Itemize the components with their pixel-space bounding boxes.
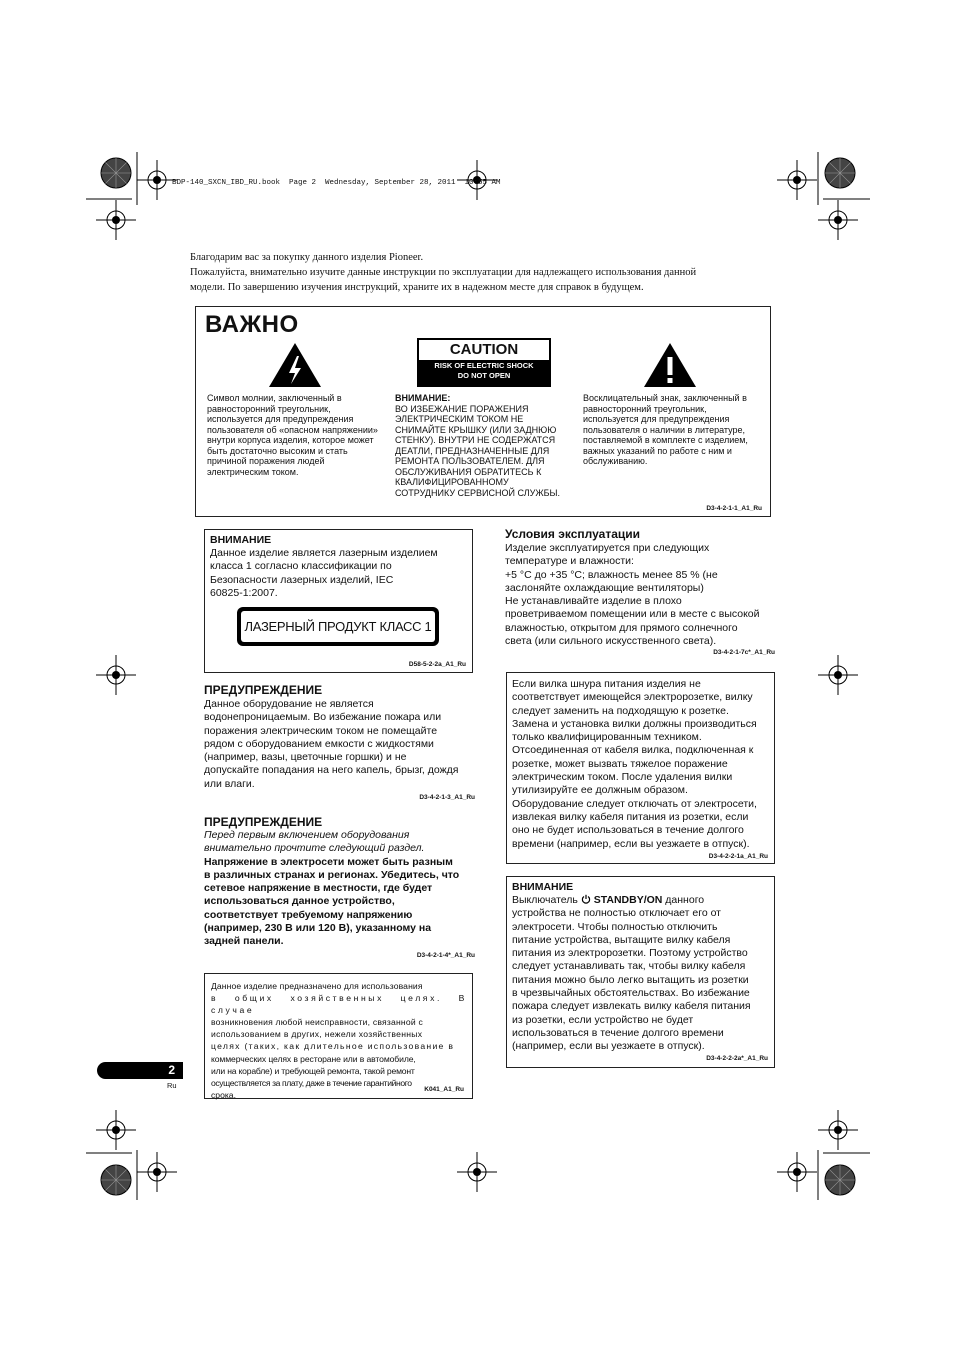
- household-line: использованием в других, нежели хозяйственных: [211, 1029, 423, 1040]
- middle-line: ОБСЛУЖИВАНИЯ ОБРАТИТЕСЬ К: [395, 466, 542, 477]
- warning2-bold-line: соответствует требуемому напряжению: [204, 908, 413, 921]
- warning2-bold-line: использоваться данное устройство,: [204, 895, 395, 908]
- middle-title: ВНИМАНИЕ:: [395, 393, 451, 403]
- household-line: срока.: [211, 1089, 236, 1100]
- warning2-bold-line: Напряжение в электросети может быть разным: [204, 855, 453, 868]
- laser-label: [237, 607, 439, 646]
- right-line: обслуживанию.: [583, 456, 648, 466]
- standby-line: в чрезвычайных обстоятельствах. Во избежание: [512, 987, 750, 1000]
- laser-box: [204, 529, 473, 673]
- plug-code: D3-4-2-2-1a_A1_Ru: [708, 853, 768, 860]
- warning2-bold-line: (например, 230 В или 120 В), указанному на: [204, 922, 432, 935]
- warning2-code: D3-4-2-1-4*_A1_Ru: [416, 952, 475, 959]
- conditions-line: проветриваемом помещении или в месте с высокой: [505, 608, 760, 621]
- standby-line: питания из электророзетки. Поэтому устройство: [512, 947, 748, 960]
- left-line: Символ молнии, заключенный в: [207, 393, 342, 403]
- left-line: равносторонний треугольник,: [207, 403, 331, 414]
- standby-line: питание устройства, вытащите вилку кабеля: [512, 933, 731, 946]
- file-header: BDP-140_SXCN_IBD_RU.book Page 2 Wednesday, September 28, 2011 10:55 AM: [172, 179, 501, 187]
- household-line: осуществляется за плату, даже в течение гарантийного: [211, 1077, 412, 1088]
- standby-line: пожара следует извлекать вилку кабеля питания: [512, 1000, 751, 1013]
- right-line: Восклицательный знак, заключенный в: [583, 393, 747, 403]
- household-code: K041_A1_Ru: [424, 1086, 464, 1093]
- conditions-line: света (или сильного искусственного света).: [505, 635, 717, 648]
- standby-line: электросети. Чтобы полностью отключить: [512, 920, 718, 933]
- standby-line: использоваться в течение долгого времени: [512, 1026, 724, 1039]
- household-line: коммерческих целях в ресторане или в автомобиле,: [211, 1053, 416, 1064]
- plug-line: времени (например, если вы уезжаете в отпуск).: [512, 837, 750, 850]
- household-line: в общих хозяйственных целях. В случае: [211, 993, 467, 1016]
- middle-line: СНИМАЙТЕ КРЫШКУ (ИЛИ ЗАДНЮЮ: [395, 424, 557, 435]
- plug-line: соответствует имеющейся электророзетке, вилку: [512, 691, 753, 704]
- important-box: [195, 306, 771, 517]
- intro-line-3: модели. По завершению изучения инструкций, храните их в надежном месте для справок в будущем.: [190, 282, 644, 293]
- plug-line: Отсоединенная от кабеля вилка, подключенная к: [512, 744, 754, 757]
- page-number-tab: [97, 1062, 183, 1079]
- plug-text: [512, 678, 774, 851]
- left-line: быть достаточно высоким и стать: [207, 445, 348, 456]
- standby-text: [512, 894, 774, 1054]
- conditions-text: [505, 542, 777, 648]
- warning1-text: [204, 698, 476, 791]
- left-line: используется для предупреждения: [207, 414, 354, 424]
- important-code: D3-4-2-1-1_A1_Ru: [706, 505, 762, 512]
- intro-line-1: Благодарим вас за покупку данного изделия Pioneer.: [190, 252, 424, 263]
- standby-line: питания можно было легко вытащить из розетки: [512, 973, 749, 986]
- intro-line-2: Пожалуйста, внимательно изучите данные инструкции по эксплуатации для надлежащего использования данной: [190, 267, 697, 278]
- warning2-italic-line: Перед первым включением оборудования: [204, 829, 410, 841]
- standby-line: следует устанавливать так, чтобы вилку кабеля: [512, 960, 746, 973]
- middle-line: ЭЛЕКТРИЧЕСКИМ ТОКОМ НЕ: [395, 414, 524, 424]
- standby-box: [506, 876, 775, 1068]
- standby-first-post: данного: [662, 894, 705, 906]
- plug-line: только квалифицированным техником.: [512, 731, 702, 744]
- left-line: электрическим током.: [207, 466, 299, 477]
- plug-line: оно не будет использоваться в течение долгого: [512, 824, 744, 837]
- warning1-line: допускайте попадания на него капель, брызг, дождя: [204, 764, 459, 777]
- household-line: целях (таких, как длительное использование в: [211, 1041, 455, 1052]
- right-line: пользователя о наличии в литературе,: [583, 424, 746, 435]
- plug-line: розетке, может вызвать тяжелое поражение: [512, 757, 728, 770]
- laser-label-inner: [241, 611, 435, 642]
- warning2-text: [204, 829, 478, 949]
- conditions-line: Не устанавливайте изделие в плохо: [505, 595, 682, 608]
- caution-sub-1: RISK OF ELECTRIC SHOCK: [434, 361, 534, 370]
- right-line: используется для предупреждения: [583, 414, 730, 424]
- standby-code: D3-4-2-2-2a*_A1_Ru: [706, 1055, 768, 1062]
- important-title: ВАЖНО: [205, 311, 299, 338]
- middle-line: СОТРУДНИКУ СЕРВИСНОЙ СЛУЖБЫ.: [395, 487, 560, 498]
- standby-line: (например, если вы уезжаете в отпуск).: [512, 1040, 705, 1053]
- standby-title: ВНИМАНИЕ: [512, 881, 574, 893]
- laser-label-text: ЛАЗЕРНЫЙ ПРОДУКТ КЛАСС 1: [244, 619, 432, 634]
- plug-line: Замена и установка вилки должны производиться: [512, 717, 757, 730]
- left-line: пользователя об «опасном напряжении»: [207, 424, 378, 435]
- conditions-line: +5 °C до +35 °C; влажность менее 85 % (не: [505, 568, 718, 581]
- warning1-line: Данное оборудование не является: [204, 698, 374, 710]
- plug-line: следует заменить на подходящую к розетке.: [512, 704, 729, 717]
- warning1-line: рядом с оборудованием емкости с жидкостями: [204, 737, 434, 750]
- warning2-bold-line: задней панели.: [204, 935, 284, 948]
- warning1-line: (например, вазы, цветочные горшки) и не: [204, 751, 407, 764]
- middle-line: РЕМОНТА ПОЛЬЗОВАТЕЛЕМ. ДЛЯ: [395, 456, 545, 466]
- laser-line: Данное изделие является лазерным изделием: [210, 547, 438, 559]
- warning1-code: D3-4-2-1-3_A1_Ru: [419, 794, 475, 801]
- middle-line: КВАЛИФИЦИРОВАННОМУ: [395, 477, 509, 487]
- standby-first-pre: Выключатель: [512, 894, 581, 906]
- lightning-description: [207, 393, 387, 477]
- warning1-line: или влаги.: [204, 777, 255, 790]
- plug-line: Если вилка шнура питания изделия не: [512, 678, 701, 690]
- page-number: 2: [168, 1063, 175, 1077]
- standby-line: устройства не полностью отключает его от: [512, 907, 721, 920]
- conditions-line: температуре и влажности:: [505, 555, 634, 568]
- laser-text: [210, 547, 470, 600]
- plug-box: [506, 672, 775, 864]
- right-line: равносторонний треугольник,: [583, 403, 707, 414]
- conditions-code: D3-4-2-1-7c*_A1_Ru: [713, 649, 775, 656]
- caution-sub-2: DO NOT OPEN: [457, 371, 511, 380]
- laser-code: D58-5-2-2a_A1_Ru: [408, 661, 466, 668]
- laser-line: Безопасности лазерных изделий, IEC: [210, 573, 394, 586]
- standby-label: STANDBY/ON: [593, 894, 663, 906]
- exclamation-description: [583, 393, 763, 467]
- middle-line: СТЕНКУ). ВНУТРИ НЕ СОДЕРЖАТСЯ: [395, 435, 556, 445]
- laser-title: ВНИМАНИЕ: [210, 534, 272, 546]
- right-line: поставляемой в комплекте с изделием,: [583, 435, 748, 445]
- warning2-italic-line: внимательно прочтите следующий раздел.: [204, 842, 425, 855]
- standby-line: из розетки, если устройство не будет: [512, 1013, 694, 1026]
- plug-line: Оборудование следует отключать от электросети,: [512, 797, 757, 810]
- caution-label-top: [419, 340, 549, 360]
- conditions-line: заслоняйте охлаждающие вентиляторы): [505, 581, 704, 594]
- standby-first-line: [512, 894, 774, 907]
- household-line: или на корабле) и требующей ремонта, такой ремонт: [211, 1065, 415, 1076]
- warning1-title: ПРЕДУПРЕЖДЕНИЕ: [204, 683, 323, 697]
- intro-text: [190, 250, 770, 295]
- middle-line: ВО ИЗБЕЖАНИЕ ПОРАЖЕНИЯ: [395, 403, 529, 414]
- power-icon: [581, 894, 591, 904]
- household-box: [204, 973, 473, 1099]
- caution-description: [395, 393, 575, 498]
- middle-line: ДЕАТЛИ, ПРЕДНАЗНАЧЕННЫЕ ДЛЯ: [395, 445, 550, 456]
- right-line: важных указаний по работе с ним и: [583, 445, 732, 456]
- warning2-title: ПРЕДУПРЕЖДЕНИЕ: [204, 815, 323, 829]
- left-line: внутри корпуса изделия, которое может: [207, 435, 374, 445]
- household-line: Данное изделие предназначено для использования: [211, 981, 423, 991]
- caution-label: CAUTION: [449, 341, 519, 358]
- laser-line: 60825-1:2007.: [210, 586, 278, 599]
- warning1-line: водонепроницаемым. Во избежание пожара или: [204, 711, 442, 724]
- plug-line: утилизируйте ее должным образом.: [512, 784, 688, 797]
- warning2-bold-line: в различных странах и регионах. Убедитесь, что: [204, 868, 460, 881]
- laser-line: класса 1 согласно классификации по: [210, 560, 392, 573]
- conditions-line: влажностью, открытом для прямого солнечного: [505, 621, 738, 634]
- caution-label-box: [417, 338, 551, 387]
- page-lang: Ru: [167, 1081, 177, 1090]
- exclamation-warning-icon: [643, 342, 697, 388]
- conditions-line: Изделие эксплуатируется при следующих: [505, 542, 710, 554]
- lightning-warning-icon: [268, 342, 322, 388]
- plug-line: извлекая вилку кабеля питания из розетки, если: [512, 810, 749, 823]
- plug-line: электрическим током. После удаления вилки: [512, 771, 733, 784]
- warning1-line: поражения электрическим током не помещайте: [204, 724, 438, 737]
- household-line: возникновения любой неисправности, связанной с: [211, 1017, 423, 1028]
- warning2-bold-line: сетевое напряжение в местности, где будет: [204, 882, 433, 895]
- conditions-title: Условия эксплуатации: [505, 527, 640, 541]
- household-text: [211, 980, 467, 1101]
- left-line: причиной поражения людей: [207, 456, 325, 466]
